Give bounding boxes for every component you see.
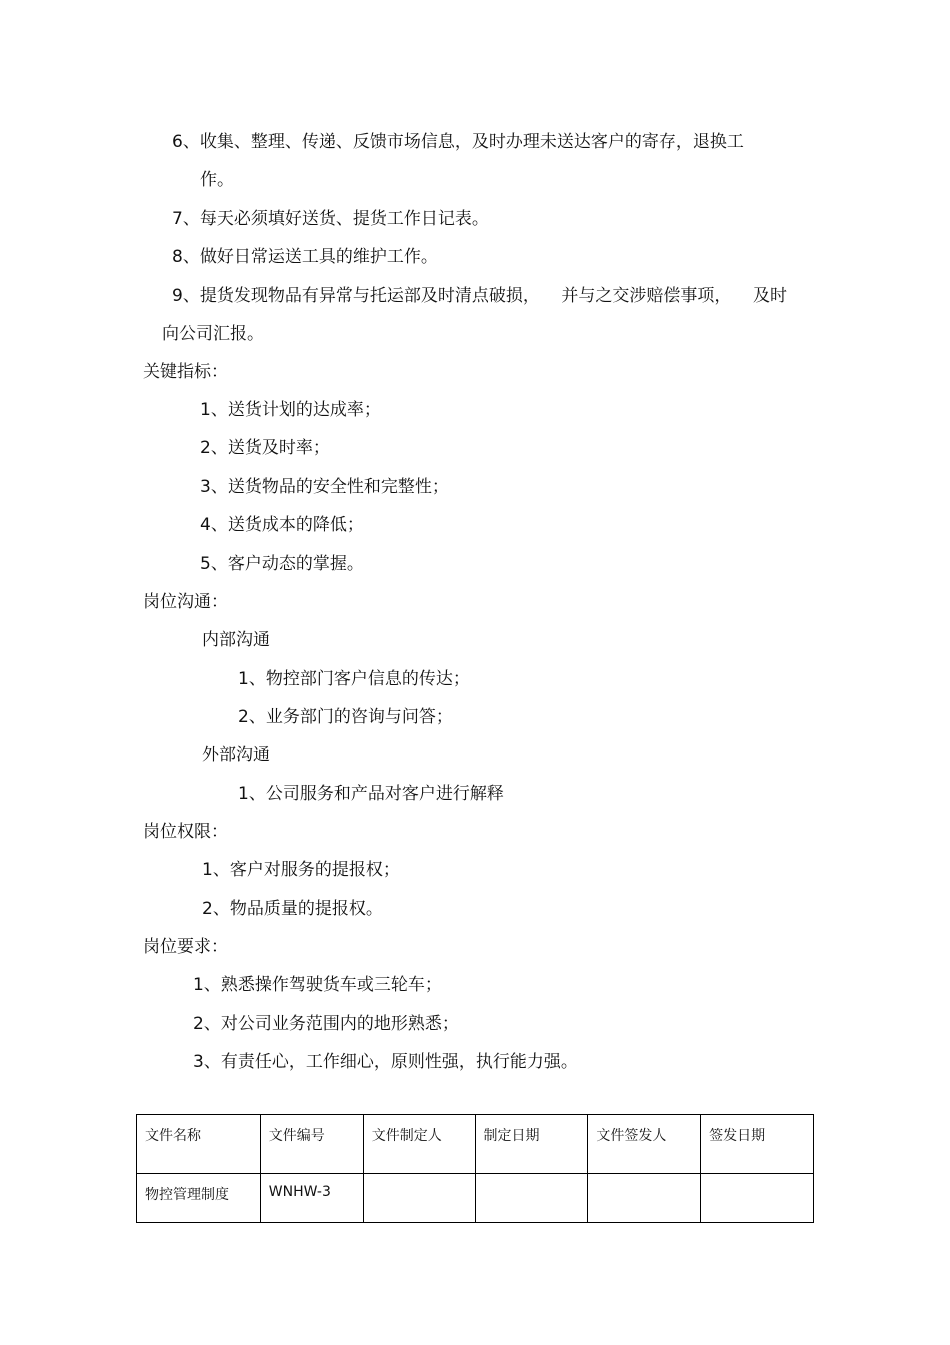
subheading-internal: 内部沟通 [202, 630, 270, 650]
requirement-item-2: 2、对公司业务范围内的地形熟悉； [193, 1014, 459, 1034]
header-file-author: 文件制定人 [363, 1115, 475, 1174]
cell-file-name: 物控管理制度 [137, 1174, 261, 1223]
internal-item-2: 2、业务部门的咨询与问答； [238, 707, 453, 727]
header-file-issuer: 文件签发人 [588, 1115, 701, 1174]
section-heading-authority: 岗位权限： [143, 822, 228, 842]
cell-file-author [363, 1174, 475, 1223]
indicator-item-3: 3、送货物品的安全性和完整性； [200, 477, 449, 497]
cell-file-issuer [588, 1174, 701, 1223]
authority-item-2: 2、物品质量的提报权。 [202, 899, 383, 919]
indicator-item-1: 1、送货计划的达成率； [200, 400, 381, 420]
document-info-table [136, 1114, 814, 1223]
section-heading-requirements: 岗位要求： [143, 937, 228, 957]
header-issue-date: 签发日期 [701, 1115, 814, 1174]
section-heading-key-indicators: 关键指标： [143, 362, 228, 382]
subheading-external: 外部沟通 [202, 745, 270, 765]
cell-file-number: WNHW-3 [260, 1174, 363, 1223]
requirement-item-1: 1、熟悉操作驾驶货车或三轮车； [193, 975, 442, 995]
header-file-number: 文件编号 [260, 1115, 363, 1174]
duty-item-7: 7、每天必须填好送货、提货工作日记表。 [172, 209, 489, 229]
duty-item-8: 8、做好日常运送工具的维护工作。 [172, 247, 438, 267]
indicator-item-5: 5、客户动态的掌握。 [200, 554, 364, 574]
duty-item-6-cont: 作。 [200, 170, 234, 190]
header-creation-date: 制定日期 [475, 1115, 588, 1174]
internal-item-1: 1、物控部门客户信息的传达； [238, 669, 470, 689]
duty-item-9: 9、提货发现物品有异常与托运部及时清点破损， 并与之交涉赔偿事项， 及时 [172, 286, 788, 306]
external-item-1: 1、公司服务和产品对客户进行解释 [238, 784, 504, 804]
requirement-item-3: 3、有责任心，工作细心，原则性强，执行能力强。 [193, 1052, 578, 1072]
cell-creation-date [475, 1174, 588, 1223]
table-header-row [137, 1115, 814, 1174]
indicator-item-4: 4、送货成本的降低； [200, 515, 364, 535]
duty-item-6: 6、收集、整理、传递、反馈市场信息，及时办理未送达客户的寄存，退换工 [172, 132, 744, 152]
cell-issue-date [701, 1174, 814, 1223]
section-heading-communication: 岗位沟通： [143, 592, 228, 612]
header-file-name: 文件名称 [137, 1115, 261, 1174]
duty-item-9-cont: 向公司汇报。 [162, 324, 264, 344]
indicator-item-2: 2、送货及时率； [200, 438, 330, 458]
table-row [137, 1174, 814, 1223]
authority-item-1: 1、客户对服务的提报权； [202, 860, 400, 880]
